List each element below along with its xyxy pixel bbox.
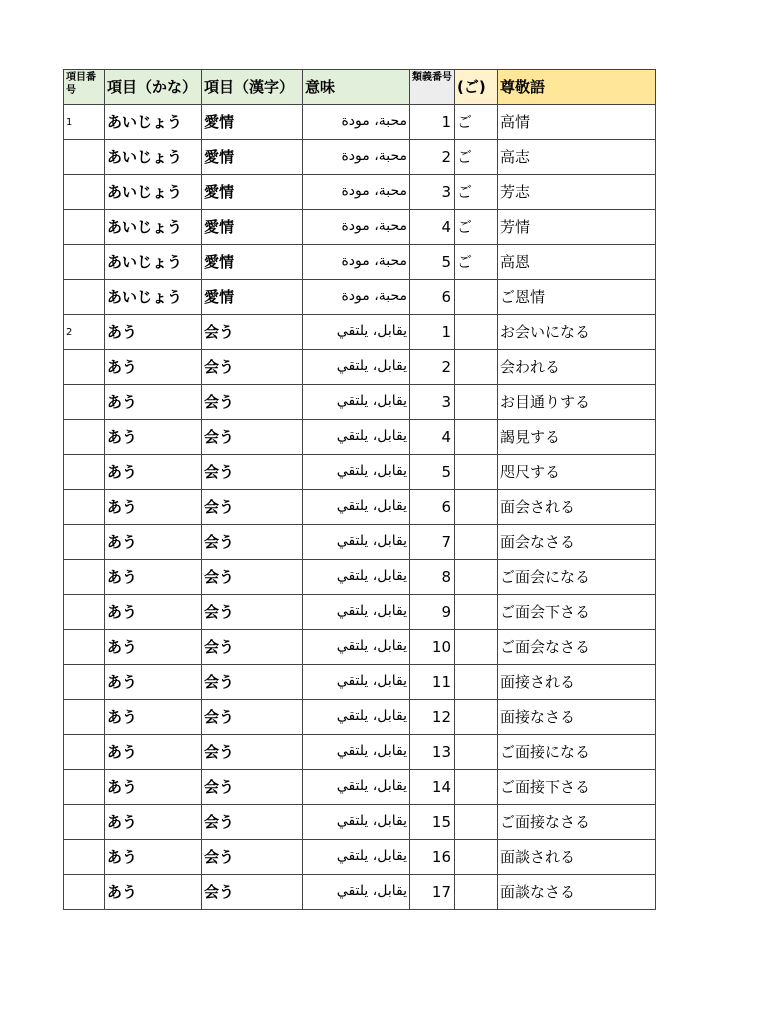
cell-go[interactable] <box>455 840 498 875</box>
cell-sonkeigo[interactable]: 芳情 <box>498 210 656 245</box>
cell-kana[interactable]: あう <box>105 490 202 525</box>
table-row <box>64 875 656 910</box>
cell-kanji[interactable]: 愛情 <box>202 175 303 210</box>
cell-kanji[interactable]: 会う <box>202 560 303 595</box>
header-synonym-number[interactable]: 類義番号 <box>410 70 455 105</box>
cell-item-number[interactable] <box>64 875 105 910</box>
cell-item-number[interactable]: 2 <box>64 315 105 350</box>
header-kanji[interactable]: 項目（漢字） <box>202 70 303 105</box>
cell-item-number[interactable] <box>64 840 105 875</box>
table-row <box>64 350 656 385</box>
cell-kana[interactable]: あう <box>105 630 202 665</box>
cell-synonym-number[interactable]: 5 <box>410 245 455 280</box>
cell-item-number[interactable] <box>64 560 105 595</box>
cell-sonkeigo[interactable]: 面接なさる <box>498 700 656 735</box>
cell-go[interactable] <box>455 735 498 770</box>
cell-synonym-number[interactable]: 5 <box>410 455 455 490</box>
cell-kanji[interactable]: 会う <box>202 525 303 560</box>
cell-synonym-number[interactable]: 12 <box>410 700 455 735</box>
cell-synonym-number[interactable]: 13 <box>410 735 455 770</box>
cell-kana[interactable]: あう <box>105 840 202 875</box>
cell-synonym-number[interactable]: 3 <box>410 385 455 420</box>
cell-meaning[interactable]: يقابل، يلتقي <box>303 420 410 455</box>
cell-kanji[interactable]: 会う <box>202 665 303 700</box>
cell-kanji[interactable]: 会う <box>202 700 303 735</box>
cell-sonkeigo[interactable]: お目通りする <box>498 385 656 420</box>
cell-item-number[interactable] <box>64 175 105 210</box>
cell-meaning[interactable]: يقابل، يلتقي <box>303 315 410 350</box>
cell-go[interactable] <box>455 490 498 525</box>
cell-kanji[interactable]: 会う <box>202 455 303 490</box>
cell-go[interactable] <box>455 315 498 350</box>
cell-synonym-number[interactable]: 15 <box>410 805 455 840</box>
cell-item-number[interactable]: 1 <box>64 105 105 140</box>
table-row <box>64 140 656 175</box>
cell-item-number[interactable] <box>64 140 105 175</box>
table-row <box>64 315 656 350</box>
cell-go[interactable]: ご <box>455 245 498 280</box>
cell-item-number[interactable] <box>64 525 105 560</box>
cell-sonkeigo[interactable]: 面会なさる <box>498 525 656 560</box>
cell-kana[interactable]: あいじょう <box>105 280 202 315</box>
cell-synonym-number[interactable]: 1 <box>410 315 455 350</box>
cell-sonkeigo[interactable]: 会われる <box>498 350 656 385</box>
cell-meaning[interactable]: يقابل، يلتقي <box>303 770 410 805</box>
cell-synonym-number[interactable]: 6 <box>410 490 455 525</box>
cell-meaning[interactable]: يقابل، يلتقي <box>303 490 410 525</box>
cell-sonkeigo[interactable]: ご面接下さる <box>498 770 656 805</box>
table-row <box>64 700 656 735</box>
cell-meaning[interactable]: يقابل، يلتقي <box>303 840 410 875</box>
cell-go[interactable] <box>455 700 498 735</box>
table-row <box>64 735 656 770</box>
cell-sonkeigo[interactable]: 咫尺する <box>498 455 656 490</box>
cell-meaning[interactable]: يقابل، يلتقي <box>303 595 410 630</box>
cell-item-number[interactable] <box>64 245 105 280</box>
cell-sonkeigo[interactable]: 面談なさる <box>498 875 656 910</box>
cell-kana[interactable]: あいじょう <box>105 245 202 280</box>
table-body <box>64 70 656 910</box>
cell-meaning[interactable]: يقابل، يلتقي <box>303 385 410 420</box>
cell-meaning[interactable]: محبة، مودة <box>303 175 410 210</box>
cell-synonym-number[interactable]: 6 <box>410 280 455 315</box>
cell-synonym-number[interactable]: 11 <box>410 665 455 700</box>
cell-kana[interactable]: あう <box>105 385 202 420</box>
cell-go[interactable] <box>455 385 498 420</box>
cell-kanji[interactable]: 会う <box>202 595 303 630</box>
cell-go[interactable] <box>455 525 498 560</box>
cell-go[interactable] <box>455 420 498 455</box>
table-row <box>64 105 656 140</box>
cell-go[interactable] <box>455 875 498 910</box>
cell-kanji[interactable]: 会う <box>202 420 303 455</box>
cell-synonym-number[interactable]: 4 <box>410 420 455 455</box>
cell-go[interactable] <box>455 350 498 385</box>
cell-synonym-number[interactable]: 14 <box>410 770 455 805</box>
cell-kana[interactable]: あう <box>105 525 202 560</box>
cell-sonkeigo[interactable]: 高志 <box>498 140 656 175</box>
cell-meaning[interactable]: يقابل، يلتقي <box>303 350 410 385</box>
cell-sonkeigo[interactable]: 高情 <box>498 105 656 140</box>
table-row <box>64 280 656 315</box>
table-row <box>64 770 656 805</box>
cell-kanji[interactable]: 会う <box>202 840 303 875</box>
cell-sonkeigo[interactable]: ご恩情 <box>498 280 656 315</box>
cell-kana[interactable]: あいじょう <box>105 210 202 245</box>
cell-kanji[interactable]: 会う <box>202 490 303 525</box>
header-item-number[interactable]: 項目番号 <box>64 70 105 105</box>
cell-synonym-number[interactable]: 17 <box>410 875 455 910</box>
cell-item-number[interactable] <box>64 210 105 245</box>
cell-kana[interactable]: あいじょう <box>105 140 202 175</box>
cell-sonkeigo[interactable]: 芳志 <box>498 175 656 210</box>
cell-item-number[interactable] <box>64 455 105 490</box>
cell-go[interactable] <box>455 280 498 315</box>
cell-kana[interactable]: あう <box>105 735 202 770</box>
cell-kana[interactable]: あう <box>105 700 202 735</box>
cell-sonkeigo[interactable]: 高恩 <box>498 245 656 280</box>
cell-meaning[interactable]: يقابل، يلتقي <box>303 735 410 770</box>
cell-go[interactable] <box>455 665 498 700</box>
table-row <box>64 385 656 420</box>
cell-synonym-number[interactable]: 7 <box>410 525 455 560</box>
cell-meaning[interactable]: محبة، مودة <box>303 245 410 280</box>
cell-go[interactable] <box>455 630 498 665</box>
cell-sonkeigo[interactable]: ご面接になる <box>498 735 656 770</box>
cell-go[interactable] <box>455 770 498 805</box>
cell-go[interactable]: ご <box>455 140 498 175</box>
table-row <box>64 840 656 875</box>
cell-kanji[interactable]: 会う <box>202 350 303 385</box>
cell-kana[interactable]: あう <box>105 420 202 455</box>
table-row <box>64 175 656 210</box>
cell-item-number[interactable] <box>64 630 105 665</box>
cell-meaning[interactable]: يقابل، يلتقي <box>303 700 410 735</box>
cell-sonkeigo[interactable]: ご面会下さる <box>498 595 656 630</box>
cell-kana[interactable]: あう <box>105 665 202 700</box>
cell-synonym-number[interactable]: 9 <box>410 595 455 630</box>
header-sonkeigo[interactable]: 尊敬語 <box>498 70 656 105</box>
cell-item-number[interactable] <box>64 735 105 770</box>
cell-meaning[interactable]: يقابل، يلتقي <box>303 455 410 490</box>
cell-kana[interactable]: あう <box>105 315 202 350</box>
header-go[interactable]: (ご) <box>455 70 498 105</box>
cell-go[interactable]: ご <box>455 175 498 210</box>
table-row <box>64 455 656 490</box>
cell-kana[interactable]: あう <box>105 805 202 840</box>
table-row <box>64 595 656 630</box>
cell-item-number[interactable] <box>64 385 105 420</box>
table-row <box>64 245 656 280</box>
keigo-table <box>63 69 656 910</box>
cell-sonkeigo[interactable]: ご面会になる <box>498 560 656 595</box>
cell-sonkeigo[interactable]: 面接される <box>498 665 656 700</box>
table-row <box>64 630 656 665</box>
cell-item-number[interactable] <box>64 350 105 385</box>
cell-kanji[interactable]: 愛情 <box>202 245 303 280</box>
cell-kanji[interactable]: 愛情 <box>202 140 303 175</box>
cell-meaning[interactable]: يقابل، يلتقي <box>303 665 410 700</box>
cell-kana[interactable]: あう <box>105 770 202 805</box>
cell-meaning[interactable]: يقابل، يلتقي <box>303 630 410 665</box>
cell-synonym-number[interactable]: 3 <box>410 175 455 210</box>
cell-kana[interactable]: あう <box>105 350 202 385</box>
header-meaning[interactable]: 意味 <box>303 70 410 105</box>
cell-sonkeigo[interactable]: お会いになる <box>498 315 656 350</box>
cell-sonkeigo[interactable]: ご面会なさる <box>498 630 656 665</box>
table-row <box>64 805 656 840</box>
cell-meaning[interactable]: يقابل، يلتقي <box>303 525 410 560</box>
cell-meaning[interactable]: محبة، مودة <box>303 210 410 245</box>
cell-go[interactable] <box>455 455 498 490</box>
cell-meaning[interactable]: يقابل، يلتقي <box>303 875 410 910</box>
cell-kanji[interactable]: 愛情 <box>202 280 303 315</box>
cell-item-number[interactable] <box>64 665 105 700</box>
cell-kana[interactable]: あいじょう <box>105 105 202 140</box>
cell-synonym-number[interactable]: 4 <box>410 210 455 245</box>
table-row <box>64 420 656 455</box>
cell-meaning[interactable]: محبة، مودة <box>303 280 410 315</box>
table-row <box>64 210 656 245</box>
cell-kana[interactable]: あう <box>105 875 202 910</box>
cell-sonkeigo[interactable]: 面談される <box>498 840 656 875</box>
cell-kanji[interactable]: 会う <box>202 385 303 420</box>
cell-item-number[interactable] <box>64 700 105 735</box>
cell-go[interactable]: ご <box>455 210 498 245</box>
cell-item-number[interactable] <box>64 280 105 315</box>
cell-kanji[interactable]: 会う <box>202 805 303 840</box>
cell-synonym-number[interactable]: 1 <box>410 105 455 140</box>
cell-go[interactable] <box>455 560 498 595</box>
header-row <box>64 70 656 105</box>
header-kana[interactable]: 項目（かな） <box>105 70 202 105</box>
cell-synonym-number[interactable]: 8 <box>410 560 455 595</box>
cell-kanji[interactable]: 会う <box>202 875 303 910</box>
cell-synonym-number[interactable]: 10 <box>410 630 455 665</box>
cell-meaning[interactable]: يقابل، يلتقي <box>303 560 410 595</box>
cell-item-number[interactable] <box>64 770 105 805</box>
cell-go[interactable]: ご <box>455 105 498 140</box>
table-row <box>64 525 656 560</box>
cell-kana[interactable]: あいじょう <box>105 175 202 210</box>
cell-kanji[interactable]: 愛情 <box>202 105 303 140</box>
cell-sonkeigo[interactable]: 謁見する <box>498 420 656 455</box>
cell-item-number[interactable] <box>64 805 105 840</box>
cell-sonkeigo[interactable]: 面会される <box>498 490 656 525</box>
cell-item-number[interactable] <box>64 420 105 455</box>
cell-kanji[interactable]: 会う <box>202 315 303 350</box>
cell-kanji[interactable]: 愛情 <box>202 210 303 245</box>
cell-synonym-number[interactable]: 2 <box>410 350 455 385</box>
cell-meaning[interactable]: محبة، مودة <box>303 140 410 175</box>
cell-sonkeigo[interactable]: ご面接なさる <box>498 805 656 840</box>
cell-kana[interactable]: あう <box>105 595 202 630</box>
table-row <box>64 665 656 700</box>
cell-meaning[interactable]: محبة، مودة <box>303 105 410 140</box>
cell-item-number[interactable] <box>64 595 105 630</box>
cell-go[interactable] <box>455 595 498 630</box>
cell-item-number[interactable] <box>64 490 105 525</box>
cell-go[interactable] <box>455 805 498 840</box>
cell-synonym-number[interactable]: 2 <box>410 140 455 175</box>
cell-kanji[interactable]: 会う <box>202 735 303 770</box>
cell-meaning[interactable]: يقابل، يلتقي <box>303 805 410 840</box>
table-row <box>64 490 656 525</box>
table-row <box>64 560 656 595</box>
cell-kanji[interactable]: 会う <box>202 770 303 805</box>
cell-kanji[interactable]: 会う <box>202 630 303 665</box>
cell-synonym-number[interactable]: 16 <box>410 840 455 875</box>
cell-kana[interactable]: あう <box>105 560 202 595</box>
cell-kana[interactable]: あう <box>105 455 202 490</box>
